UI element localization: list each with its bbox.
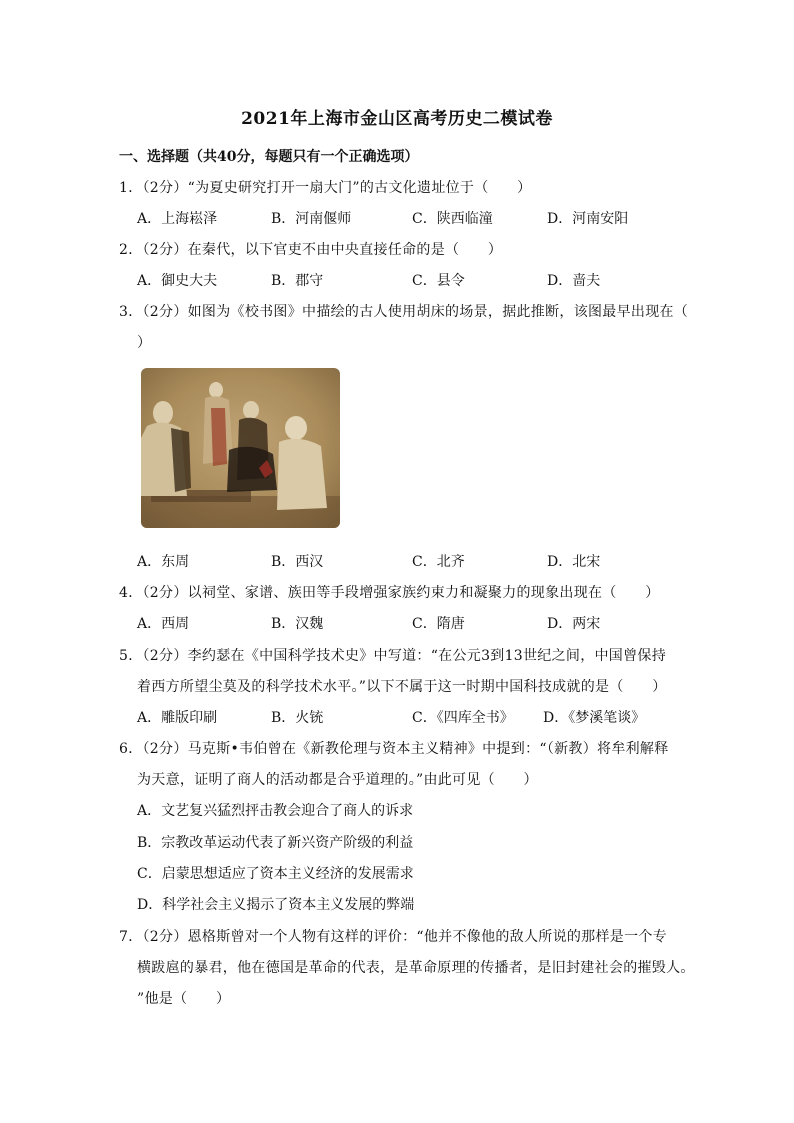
option-c: C．隋唐: [412, 616, 465, 632]
option-d: D．北宋: [547, 554, 601, 570]
option-c: C．北齐: [412, 554, 465, 570]
option-a: A．雕版印刷: [137, 710, 218, 726]
question-6-option-b: B．宗教改革运动代表了新兴资产阶级的利益: [137, 835, 414, 851]
question-3-stem-cont: ）: [137, 335, 152, 351]
option-b: B．郡守: [271, 273, 324, 289]
option-a: A．御史大夫: [137, 273, 218, 289]
page-title: 2021年上海市金山区高考历史二模试卷: [241, 109, 553, 129]
question-7-stem-cont: 横跋扈的暴君，他在德国是革命的代表，是革命原理的传播者，是旧封建社会的摧毁人。: [137, 960, 695, 976]
option-d: D．河南安阳: [547, 211, 629, 227]
question-5-stem-cont: 着西方所望尘莫及的科学技术水平。”以下不属于这一时期中国科技成就的是（ ）: [137, 679, 667, 695]
option-b: B．西汉: [271, 554, 324, 570]
painting-scholars-image: [141, 368, 340, 528]
question-6-option-c: C．启蒙思想适应了资本主义经济的发展需求: [137, 866, 414, 882]
question-5-stem: 5．（2分）李约瑟在《中国科学技术史》中写道：“在公元3到13世纪之间，中国曾保持: [119, 648, 666, 664]
painting-illustration: [141, 368, 340, 528]
question-6-stem-cont: 为天意，证明了商人的活动都是合乎道理的。”由此可见（ ）: [137, 772, 538, 788]
question-4-stem: 4．（2分）以祠堂、家谱、族田等手段增强家族约束力和凝聚力的现象出现在（ ）: [119, 585, 660, 601]
section-heading: 一、选择题（共40分，每题只有一个正确选项）: [119, 149, 419, 165]
option-d: D．两宋: [547, 616, 601, 632]
question-6-option-d: D．科学社会主义揭示了资本主义发展的弊端: [137, 897, 415, 913]
question-7-stem: 7．（2分）恩格斯曾对一个人物有这样的评价：“他并不像他的敌人所说的那样是一个专: [119, 929, 667, 945]
option-b: B．汉魏: [271, 616, 324, 632]
question-7-stem-cont-2: ”他是（ ）: [137, 991, 231, 1007]
option-a: A．上海崧泽: [137, 211, 218, 227]
option-a: A．东周: [137, 554, 190, 570]
option-b: B．火铳: [271, 710, 324, 726]
question-3-stem: 3．（2分）如图为《校书图》中描绘的古人使用胡床的场景，据此推断，该图最早出现在（: [119, 304, 689, 320]
question-6-option-a: A．文艺复兴猛烈抨击教会迎合了商人的诉求: [137, 803, 414, 819]
option-d: D．《梦溪笔谈》: [543, 710, 646, 726]
option-d: D．啬夫: [547, 273, 601, 289]
option-b: B．河南偃师: [271, 211, 352, 227]
option-c: C．《四库全书》: [412, 710, 514, 726]
option-c: C．陕西临潼: [412, 211, 493, 227]
question-6-stem: 6．（2分）马克斯•韦伯曾在《新教伦理与资本主义精神》中提到：“（新教）将牟利解释: [119, 741, 669, 757]
option-a: A．西周: [137, 616, 190, 632]
option-c: C．县令: [412, 273, 465, 289]
question-2-stem: 2．（2分）在秦代，以下官吏不由中央直接任命的是（ ）: [119, 242, 503, 258]
question-1-stem: 1．（2分）“为夏史研究打开一扇大门”的古文化遗址位于（ ）: [119, 180, 532, 196]
